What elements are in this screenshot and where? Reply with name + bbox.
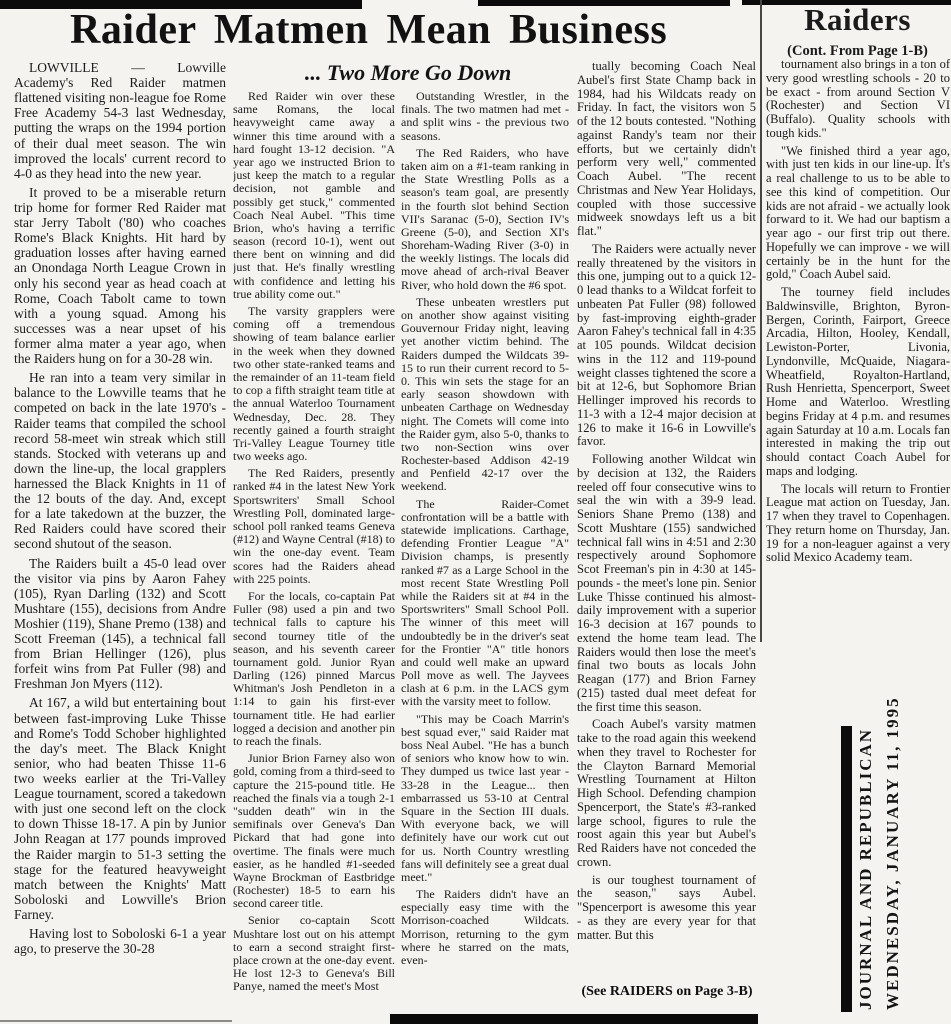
paragraph: Having lost to Soboloski 6-1 a year ago, to preserve the 30-28 — [14, 926, 226, 957]
paragraph: "This may be Coach Marrin's best squad ever," said Raider mat boss Neal Aubel. "He has a bunch of seniors who know how to win. They dumped us twice last year - 33-28 in the League... then embarrassed us 53-10 at Central Square in the Section III duals. With everyone back, we will definitely have our work cut out for us. North Country wrestling fans will definitely see a great dual meet." — [401, 711, 569, 884]
paragraph: The Red Raiders, presently ranked #4 in the latest New York Sportswriters' Small School Wrestling Poll, dominated large-school poll ranked teams Geneva (#12) and Wayne Central (#18) to win the one-day event. Team scores had the Raiders ahead with 225 points. — [233, 466, 395, 586]
paragraph: The Red Raiders, who have taken aim on a #1-team ranking in the State Wrestling Polls as a season's team goal, are presently in the fourth slot behind Section VII's Saranac (5-0), Section IV's Greene (5-0), and Section XI's Shoreham-Wading River (3-0) in the weekly listings. The locals did move ahead of arch-rival Beaver River, who hold down the #6 spot. — [401, 145, 569, 292]
paragraph: "We finished third a year ago, with just ten kids in our line-up. It's a real challenge to us to be able to see this kind of competition. Our kids are not afraid - we actually look forward to it. We had our baptism a year ago - our first trip out there. Hopefully we can improve - we will certainly be in the hunt for the gold," Coach Aubel said. — [766, 143, 950, 282]
paragraph: The locals will return to Frontier League mat action on Tuesday, Jan. 17 when they travel to Copenhagen. They return home on Thursday, Jan. 19 for a non-leaguer against a very solid Mexico Academy team. — [766, 481, 950, 565]
article-column-4 — [577, 60, 756, 978]
paragraph: The varsity grapplers were coming off a tremendous showing of team balance earlier in the week when they downed two other state-ranked teams and the remainder of an 11-team field to cop a fifth straight team title at the annual Waterloo Tournament Wednesday, Dec. 28. They recently gained a fourth straight Tri-Valley League Tourney title two weeks ago. — [233, 304, 395, 464]
publication-date: WEDNESDAY, JANUARY 11, 1995 — [883, 696, 902, 1010]
paragraph: He ran into a team very similar in balance to the Lowville teams that he competed on back in the late 1970's - Raider teams that compiled the school record 58-meet win streak which still stands. Stocked with veterans up and down the line-up, the local grapplers harnessed the Black Knights in 11 of the 12 bouts of the day. And, except for a late takedown at the buzzer, the Red Raiders could have scored their second shutout of the season. — [14, 370, 226, 552]
column-divider-rule — [760, 0, 762, 642]
paragraph: is our toughest tournament of the season," says Aubel. "Spencerport is awesome this year - as they are every year for that matter. But this — [577, 872, 756, 942]
scan-artifact-bottom-bar — [390, 1014, 758, 1024]
paragraph: Red Raider win over these same Romans, the local heavyweight came away a winner this time around with a hard fought 13-12 decision. "A year ago we instructed Brion to just keep the match to a regular decision, not gamble and possibly get stuck," commented Coach Neal Aubel. "This time Brion, who's having a terrific season (record 10-1), went out there bent on winning and did just that. He's finally wrestling with confidence and letting his true ability come out." — [233, 90, 395, 301]
main-headline: Raider Matmen Mean Business — [70, 7, 668, 53]
vertical-masthead — [852, 696, 908, 1010]
paragraph: At 167, a wild but entertaining bout between fast-improving Luke Thisse and Rome's Todd Schober highlighted the day's meet. The Black Knight senior, who had beaten Thisse 11-6 two weeks earlier at the Tri-Valley League tournament, scored a takedown with just one second left on the clock to down Thisse 18-17. A pin by Junior John Reagan at 177 pounds improved the Raider margin to 51-3 setting the stage for the featured heavyweight match between the Knights' Matt Soboloski and Lowville's Brion Farney. — [14, 695, 226, 923]
paragraph: For the locals, co-captain Pat Fuller (98) used a pin and two technical falls to capture his second tourney title of the season, and his seventh career tournament gold. Junior Ryan Darling (126) pinned Marcus Whitman's Josh Pendleton in a 1:14 to gain his first-ever tournament title. He had earlier logged a decision and another pin to reach the finals. — [233, 588, 395, 748]
paragraph: LOWVILLE — Lowville Academy's Red Raider matmen flattened visiting non-league foe Rome Free Academy 54-3 last Wednesday, putting the wraps on the 1994 portion of their dual meet season. The win improved the locals' current record to 4-0 as they head into the new year. — [14, 60, 226, 181]
paragraph: It proved to be a miserable return trip home for former Red Raider mat star Jerry Tabolt ('80) who coaches Rome's Black Knights. Hit hard by graduation losses after having earned an Onondaga North League Crown in only his second year as head coach at Rome, Coach Tabolt came to town with a young squad. Among his successes was a near upset of his former alma mater a year ago, when the Raiders hung on for a 30-28 win. — [14, 184, 226, 367]
paragraph: Coach Aubel's varsity matmen take to the road again this weekend when they travel to Rochester for the Clayton Barnard Memorial Wrestling Tournament at Hilton High School. Defending champion Spencerport, the State's #3-ranked large school, figures to rule the roost again this year but Aubel's Red Raiders have not conceded the crown. — [577, 717, 756, 869]
paragraph: tually becoming Coach Neal Aubel's first State Champ back in 1984, had his Wildcats ready on Friday. In fact, the visitors won 5 of the 12 bouts contested. "Nothing against Randy's team nor their efforts, but we certainly didn't perform very well," commented Coach Aubel. "The recent Christmas and New Year Holidays, coupled with those successive midweek snowdays left us a bit flat." — [577, 60, 756, 238]
continuation-note: (Cont. From Page 1-B) — [787, 43, 928, 59]
publication-name: JOURNAL AND REPUBLICAN — [856, 727, 875, 1010]
paragraph: The Raider-Comet confrontation will be a battle with statewide implications. Carthage, defending Frontier League "A" Division champs, is presently ranked #7 as a Large School in the most recent State Wrestling Poll while the Raiders sit at #4 in the Sportswriters" Small School Poll. The winner of this meet will undoubtedly be in the driver's seat for the Frontier "A" title honors and could well make an upward Poll move as well. The Jayvees clash at 6 p.m. in the LACS gym with the varsity meet to follow. — [401, 496, 569, 709]
continuation-header — [764, 2, 951, 60]
scan-artifact-rule — [0, 1020, 232, 1022]
see-raiders-note: (See RAIDERS on Page 3-B) — [581, 984, 753, 999]
scan-artifact-vertical-bar — [841, 726, 852, 1012]
sub-headline: ... Two More Go Down — [304, 60, 512, 85]
paragraph: The Raiders built a 45-0 lead over the visitor via pins by Aaron Fahey (105), Ryan Darling (132) and Scott Mushtare (155), decisions from Andre Moshier (119), Shane Premo (138) and Scott Freeman (145), a technical fall from Brian Hellinger (126), plus forfeit wins from Pat Fuller (98) and Freshman Jon Myers (112). — [14, 555, 226, 692]
continuation-headline: Raiders — [804, 2, 911, 37]
article-column-2 — [233, 90, 395, 1024]
paragraph: The Raiders didn't have an especially easy time with the Morrison-coached Wildcats. Morrison, returning to the gym where he starred on the mats, even- — [401, 887, 569, 967]
paragraph: Senior co-captain Scott Mushtare lost out on his attempt to earn a second straight first-place crown at the one-day event. He lost 12-3 to Geneva's Bill Panye, named the meet's Most — [233, 913, 395, 994]
article-column-1 — [14, 60, 226, 1022]
paragraph: tournament also brings in a ton of very good wrestling schools - 20 to be exact - from around Section V (Rochester) and Section VI (Buffalo). Quality schools with tough kids." — [766, 58, 950, 140]
paragraph: These unbeaten wrestlers put on another show against visiting Gouvernour Friday night, leaving yet another victim behind. The Raiders dumped the Wildcats 39-15 to run their current record to 5-0. This win sets the stage for an early season showdown with unbeaten Carthage on Wednesday night. The Comets will come into the Raider gym, also 5-0, thanks to two non-Section wins over Rochester-based Addison 42-19 and Penfield 42-17 over the weekend. — [401, 294, 569, 494]
article-column-3 — [401, 90, 569, 1024]
paragraph: The Raiders were actually never really threatened by the visitors in this one, jumping out to a quick 12-0 lead thanks to a Wildcat forfeit to unbeaten Pat Fuller (98) followed by fast-improving eighth-grader Aaron Fahey's technical fall in 4:35 at 105 pounds. Wildcat decision wins in the 112 and 119-pound weight classes tightened the score a bit at 12-6, but Sophomore Brian Hellinger improved his records to 11-3 with a 12-4 major decision at 126 to make it 16-6 in Lowville's favor. — [577, 241, 756, 449]
paragraph: The tourney field includes Baldwinsville, Brighton, Byron-Bergen, Corinth, Fairport, Greece Arcadia, Hilton, Hooley, Kendall, Lewiston-Porter, Livonia, Lyndonville, McQuaide, Niagara-Wheatfield, Royalton-Hartland, Rush Henrietta, Spencerport, Sweet Home and Waterloo. Wrestling begins Friday at 4 p.m. and resumes again Saturday at 10 a.m. Locals fan interested in making the trip out should contact Coach Aubel for maps and lodging. — [766, 285, 950, 478]
paragraph: Outstanding Wrestler, in the finals. The two matmen had met - and split wins - the previous two seasons. — [401, 90, 569, 143]
paragraph: Junior Brion Farney also won gold, coming from a third-seed to capture the 215-pound title. He reached the finals via a tough 2-1 "sudden death" win in the semifinals over Geneva's Dan Pickard that had gone into overtime. The finals were much easier, as he handled #1-seeded Wayne Brockman of Eastbridge (Rochester) 18-5 to earn his second career title. — [233, 751, 395, 911]
continuation-column — [766, 58, 950, 644]
paragraph: Following another Wildcat win by decision at 132, the Raiders reeled off four consecutive wins to seal the win with a 39-9 lead. Seniors Shane Premo (138) and Scott Mushtare (155) sandwiched technical fall wins in 4:51 and 2:30 respectively around Sophomore Scot Freeman's pin in 4:30 at 145-pounds - the meet's lone pin. Senior Luke Thisse continued his almost-daily improvement with a superior 16-3 decision at 167 pounds to extend the home team lead. The Raiders would then lose the meet's final two bouts as locals John Reagan (177) and Brion Farney (215) tasted dual meet defeat for the first time this season. — [577, 452, 756, 714]
